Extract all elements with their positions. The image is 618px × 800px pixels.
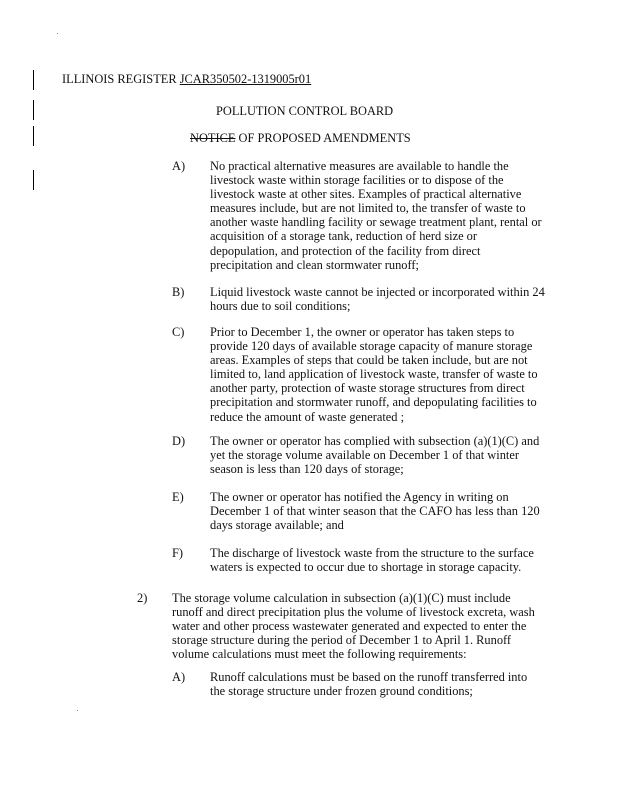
item-text (210, 546, 534, 574)
text-line: storage structure during the period of December 1 to April 1. Runoff (172, 633, 512, 648)
text-line: water and other process wastewater generated and expected to enter the (172, 619, 527, 634)
item-label: 2) (137, 591, 148, 605)
item-label: C) (172, 325, 185, 339)
text-line: Prior to December 1, the owner or operator has taken steps to (210, 325, 515, 339)
text-line: No practical alternative measures are available to handle the (210, 159, 509, 173)
text-line: The discharge of livestock waste from the structure to the surface (210, 546, 534, 560)
text-line: livestock waste within storage facilities or to dispose of the (210, 173, 504, 188)
item-text (210, 159, 542, 272)
text-line: volume calculations must meet the following requirements: (172, 647, 467, 662)
item-text (210, 434, 539, 476)
text-line: another party, protection of waste storage structures from direct (210, 381, 525, 396)
change-bar (33, 100, 34, 120)
item-label: E) (172, 490, 184, 504)
item-text (172, 591, 535, 661)
text-line: The storage volume calculation in subsection (a)(1)(C) must include (172, 591, 511, 605)
board-title: POLLUTION CONTROL BOARD (216, 104, 394, 118)
item-text (210, 670, 527, 698)
register-header (62, 72, 311, 87)
notice-title (190, 131, 411, 146)
register-prefix: ILLINOIS REGISTER (62, 72, 177, 86)
text-line: reduce the amount of waste generated ; (210, 409, 405, 424)
scan-speck (57, 33, 58, 34)
item-text (210, 490, 540, 532)
text-line: the storage structure under frozen ground conditions; (210, 684, 473, 699)
text-line: Runoff calculations must be based on the runoff transferred into (210, 670, 528, 684)
text-line: areas. Examples of steps that could be taken include, but are not (210, 353, 528, 368)
notice-rest: OF PROPOSED AMENDMENTS (235, 131, 411, 145)
register-code: JCAR350502-1319005r01 (179, 72, 312, 86)
item-text (210, 285, 545, 313)
text-line: precipitation and clean stormwater runoff; (210, 257, 419, 272)
text-line: another waste handling facility or sewage treatment plant, rental or (210, 215, 542, 230)
text-line: hours due to soil conditions; (210, 299, 351, 314)
item-label: B) (172, 285, 185, 299)
text-line: The owner or operator has notified the Agency in writing on (210, 490, 509, 504)
item-text (210, 325, 538, 424)
scan-speck (77, 710, 78, 711)
text-line: provide 120 days of available storage capacity of manure storage (210, 339, 533, 354)
change-bar (33, 126, 34, 146)
text-line: waters is expected to occur due to shortage in storage capacity. (210, 560, 522, 575)
text-line: depopulation, and protection of the facility from direct (210, 243, 481, 258)
item-label: D) (172, 434, 186, 448)
text-line: runoff and direct precipitation plus the volume of livestock excreta, wash (172, 605, 535, 620)
notice-struck: NOTICE (190, 131, 236, 145)
text-line: Liquid livestock waste cannot be injected or incorporated within 24 (210, 285, 545, 299)
text-line: yet the storage volume available on December 1 of that winter (210, 448, 519, 463)
text-line: livestock waste at other sites. Examples of practical alternative (210, 187, 522, 202)
text-line: precipitation and stormwater runoff, and depopulating facilities to (210, 395, 537, 410)
text-line: days storage available; and (210, 518, 344, 533)
item-label: F) (172, 546, 184, 560)
change-bar (33, 170, 34, 190)
text-line: acquisition of a storage tank, reduction of herd size or (210, 229, 477, 244)
item-label: A) (172, 159, 186, 173)
text-line: The owner or operator has complied with subsection (a)(1)(C) and (210, 434, 540, 448)
text-line: season is less than 120 days of storage; (210, 462, 404, 477)
change-bar (33, 70, 34, 90)
item-label: A) (172, 670, 186, 684)
text-line: limited to, land application of livestock waste, transfer of waste to (210, 367, 538, 382)
text-line: December 1 of that winter season that the CAFO has less than 120 (210, 504, 540, 519)
text-line: measures include, but are not limited to, the transfer of waste to (210, 201, 526, 216)
